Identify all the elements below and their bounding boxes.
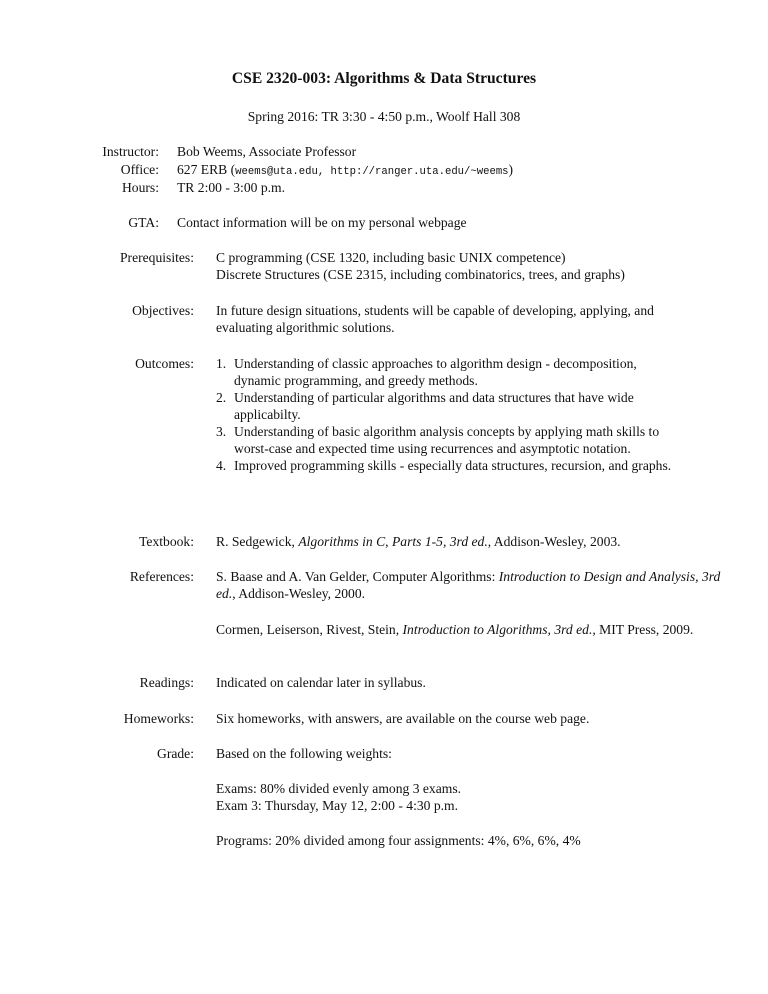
grade-intro: Based on the following weights: bbox=[216, 746, 392, 761]
references-value bbox=[216, 568, 736, 638]
grade-label: Grade: bbox=[157, 746, 194, 761]
homeworks-value: Six homeworks, with answers, are available on the course web page. bbox=[216, 711, 590, 726]
textbook-author: R. Sedgewick, bbox=[216, 534, 299, 549]
instructor-label: Instructor: bbox=[102, 144, 159, 159]
hours-value: TR 2:00 - 3:00 p.m. bbox=[177, 180, 285, 195]
reference-author: S. Baase and A. Van Gelder, Computer Algorithms: bbox=[216, 569, 499, 584]
outcomes-label: Outcomes: bbox=[135, 356, 194, 371]
office-label: Office: bbox=[120, 162, 159, 177]
grade-exams: Exams: 80% divided evenly among 3 exams. bbox=[216, 781, 462, 796]
textbook-comma: , bbox=[385, 534, 392, 549]
readings-label: Readings: bbox=[139, 675, 194, 690]
textbook-publisher: , Addison-Wesley, 2003. bbox=[487, 534, 621, 549]
list-item bbox=[216, 355, 684, 389]
item-number: 1. bbox=[216, 356, 227, 371]
prerequisites-value bbox=[216, 249, 756, 283]
list-item bbox=[216, 389, 684, 423]
item-number: 4. bbox=[216, 458, 227, 473]
prerequisites-label: Prerequisites: bbox=[120, 250, 194, 265]
item-text: Understanding of basic algorithm analysis concepts by applying math skills to worst-case and expected time using recurrences and asymptotic notation. bbox=[234, 424, 660, 456]
objectives-value: In future design situations, students will be capable of developing, applying, and evaluating algorithmic solutions. bbox=[216, 303, 654, 335]
grade-value bbox=[216, 745, 736, 849]
grade-programs: Programs: 20% divided among four assignments: 4%, 6%, 6%, 4% bbox=[216, 833, 581, 848]
item-text: Understanding of particular algorithms and data structures that have wide applicabilty. bbox=[234, 390, 634, 422]
references-label: References: bbox=[129, 569, 194, 584]
list-item bbox=[216, 457, 684, 474]
gta-value: Contact information will be on my personal webpage bbox=[177, 215, 467, 230]
prerequisite-line: C programming (CSE 1320, including basic UNIX competence) bbox=[216, 250, 566, 265]
course-schedule: Spring 2016: TR 3:30 - 4:50 p.m., Woolf Hall 308 bbox=[247, 109, 521, 124]
textbook-title: Algorithms in C bbox=[298, 534, 386, 549]
item-text: Improved programming skills - especially data structures, recursion, and graphs. bbox=[234, 458, 672, 473]
reference-publisher: , Addison-Wesley, 2000. bbox=[232, 586, 366, 601]
office-separator: , bbox=[317, 166, 331, 178]
item-number: 3. bbox=[216, 424, 227, 439]
outcomes-value bbox=[216, 355, 684, 474]
gta-label: GTA: bbox=[128, 215, 159, 230]
homeworks-label: Homeworks: bbox=[123, 711, 194, 726]
reference-title: Introduction to Algorithms, 3rd ed., bbox=[402, 622, 596, 637]
textbook-value bbox=[216, 533, 756, 550]
item-text: Understanding of classic approaches to algorithm design - decomposition, dynamic programming, and greedy methods. bbox=[234, 356, 637, 388]
reference-item bbox=[216, 568, 736, 602]
item-number: 2. bbox=[216, 390, 227, 405]
list-item bbox=[216, 423, 684, 457]
office-url-link[interactable]: http://ranger.uta.edu/~weems bbox=[330, 166, 509, 178]
objectives-label: Objectives: bbox=[132, 303, 194, 318]
textbook-label: Textbook: bbox=[139, 534, 194, 549]
hours-label: Hours: bbox=[121, 180, 159, 195]
outcomes-list bbox=[216, 355, 684, 474]
page-title: CSE 2320-003: Algorithms & Data Structures bbox=[231, 70, 537, 87]
office-email-link[interactable]: weems@uta.edu bbox=[235, 166, 318, 178]
prerequisite-line: Discrete Structures (CSE 2315, including combinatorics, trees, and graphs) bbox=[216, 267, 625, 282]
reference-publisher: MIT Press, 2009. bbox=[595, 622, 694, 637]
office-value bbox=[177, 161, 737, 181]
reference-title: Introduction to Design and Analysis, 3rd ed. bbox=[216, 569, 721, 601]
office-close-paren: ) bbox=[508, 162, 514, 177]
readings-value: Indicated on calendar later in syllabus. bbox=[216, 675, 426, 690]
office-room: 627 ERB ( bbox=[177, 162, 236, 177]
instructor-value: Bob Weems, Associate Professor bbox=[177, 144, 357, 159]
reference-item bbox=[216, 621, 716, 638]
reference-author: Cormen, Leiserson, Rivest, Stein, bbox=[216, 622, 403, 637]
textbook-parts: Parts 1-5, 3rd ed. bbox=[391, 534, 488, 549]
grade-final-exam: Exam 3: Thursday, May 12, 2:00 - 4:30 p.m. bbox=[216, 798, 459, 813]
